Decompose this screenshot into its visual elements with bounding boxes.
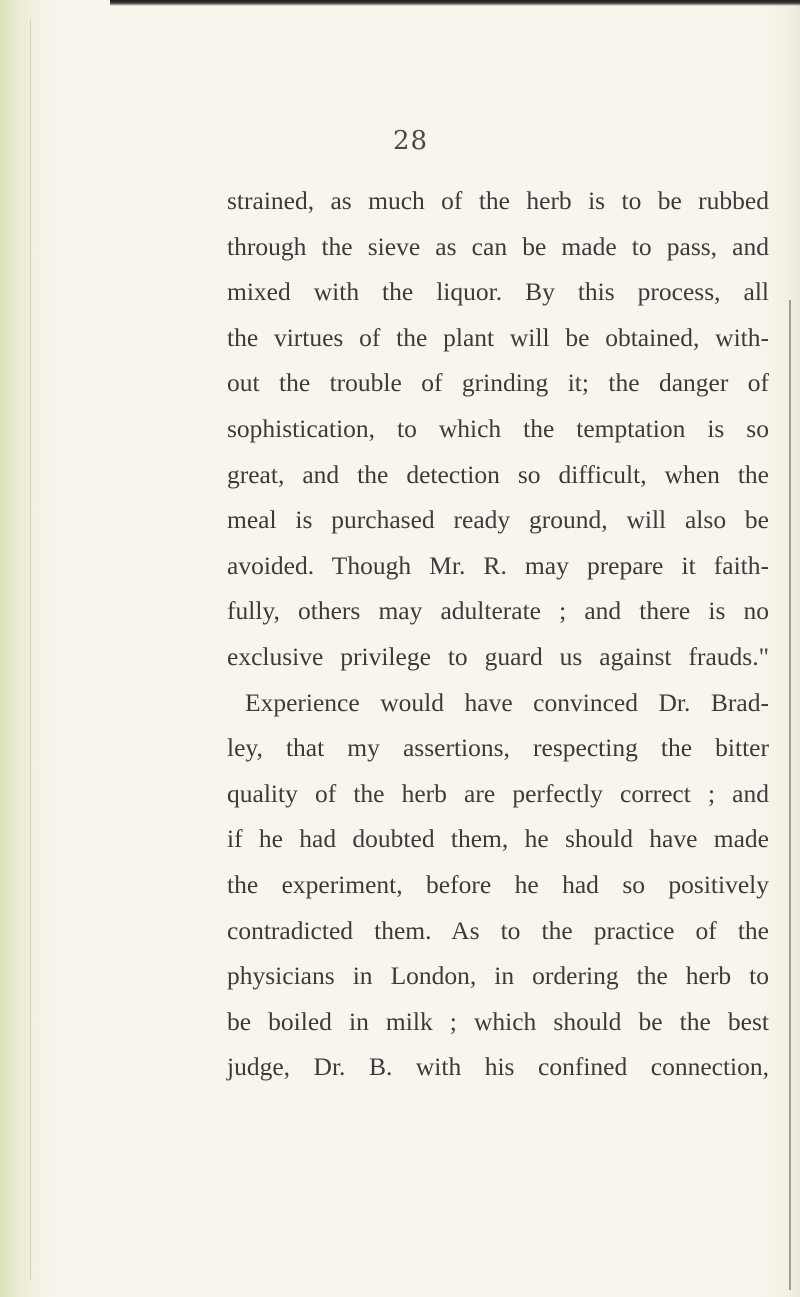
text-line: be boiled in milk ; which should be the best <box>227 1006 769 1036</box>
text-line: contradicted them. As to the practice of the <box>227 915 769 945</box>
page-top-edge <box>110 0 800 6</box>
text-line: fully, others may adulterate ; and there is no <box>227 596 769 626</box>
text-line: exclusive privilege to guard us against frauds." <box>227 641 769 671</box>
text-line: quality of the herb are perfectly correct ; and <box>227 778 769 808</box>
text-line: strained, as much of the herb is to be rubbed <box>227 186 769 215</box>
text-line: the experiment, before he had so positively <box>227 869 769 899</box>
body-text <box>227 178 769 1090</box>
right-edge-rule <box>789 300 791 1290</box>
text-line: ley, that my assertions, respecting the bitter <box>227 733 769 763</box>
text-line: out the trouble of grinding it; the danger of <box>227 368 769 398</box>
text-line: mixed with the liquor. By this process, all <box>227 277 769 307</box>
text-line: sophistication, to which the temptation is so <box>227 413 769 443</box>
text-line: avoided. Though Mr. R. may prepare it faith- <box>227 550 769 580</box>
page-number: 28 <box>393 126 429 156</box>
text-line: if he had doubted them, he should have made <box>227 824 769 854</box>
text-line: meal is purchased ready ground, will also be <box>227 505 769 535</box>
left-margin-rule <box>30 20 31 1280</box>
text-line: Experience would have convinced Dr. Brad- <box>245 687 769 717</box>
text-line: judge, Dr. B. with his confined connection, <box>227 1052 769 1082</box>
text-line: through the sieve as can be made to pass, and <box>227 231 769 261</box>
text-line: great, and the detection so difficult, when the <box>227 459 769 489</box>
text-line: the virtues of the plant will be obtained, with- <box>227 322 769 352</box>
binding-shadow <box>0 0 46 1297</box>
text-line: physicians in London, in ordering the herb to <box>227 961 769 991</box>
